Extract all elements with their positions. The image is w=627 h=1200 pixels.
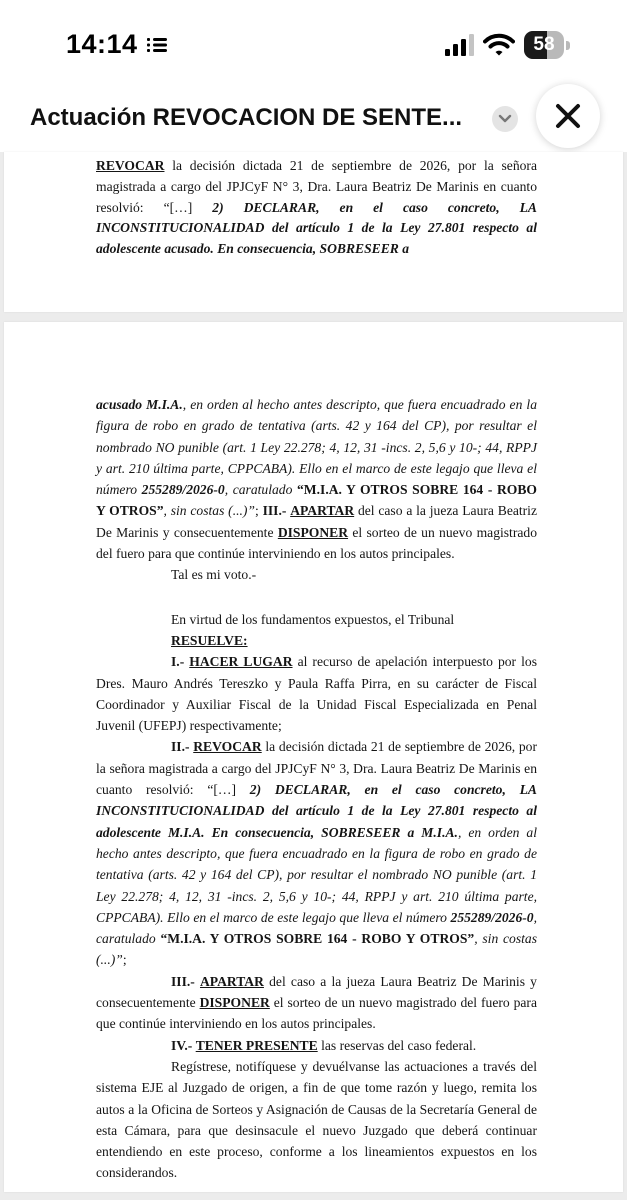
revocar-keyword: REVOCAR	[96, 158, 165, 173]
document-header	[0, 90, 627, 152]
tener-presente-keyword: TENER PRESENTE	[195, 1037, 318, 1053]
caratulado-label: , caratulado	[224, 482, 297, 498]
page-1-text	[96, 156, 537, 260]
apartar-keyword-2: APARTAR	[199, 973, 264, 989]
continuation-separator: ;	[254, 503, 263, 519]
item-2-text: la decisión dictada 21 de septiembre de 2026, por la señora magistrada a cargo del JPJCyF N° 3, Dra. Laura Beatriz De Marinis en cuanto resolvió: “[…]	[96, 739, 538, 798]
item-1-number: I.-	[171, 654, 185, 670]
chevron-down-icon	[498, 114, 512, 124]
disponer-keyword-2: DISPONER	[199, 995, 270, 1011]
document-page-2	[4, 322, 623, 1192]
apartar-text: del caso a la jueza Laura Beatriz De Marinis y consecuentemente	[96, 503, 537, 540]
continuation-bold: acusado M.I.A.	[96, 397, 183, 412]
battery-indicator	[524, 31, 570, 59]
page-2-text	[96, 394, 537, 1184]
apartar-keyword: APARTAR	[290, 503, 355, 519]
caratula-title-2: “M.I.A. Y OTROS SOBRE 164 - ROBO Y OTROS”	[160, 931, 475, 947]
close-icon	[554, 102, 582, 130]
title-dropdown-button[interactable]	[492, 106, 518, 132]
wifi-icon	[483, 33, 515, 57]
item-2-end: ;	[122, 952, 127, 968]
sin-costas: , sin costas (...)”	[163, 503, 255, 519]
document-page-1	[4, 152, 623, 312]
item-2-italic: , en orden al hecho antes descripto, que fuera encuadrado en la figura de robo en grado de tentativa (arts. 42 y 164 del CP), por resultar el nombrado NO punible (art. 1 Ley 22.278; 4, 12, 31 -incs. 2, 5,6 y 10-; 44, RPPJ y art. 210 última parte, CPPCABA). Ello en el marco de este legajo que lleva el número	[96, 824, 537, 925]
resolution-item-1	[96, 651, 537, 736]
battery-percent: 58	[533, 34, 555, 55]
resolution-item-3	[96, 971, 537, 1035]
item-2-number: II.-	[171, 739, 190, 755]
document-title: Actuación REVOCACION DE SENTE...	[30, 104, 463, 131]
legajo-number-2: 255289/2026-0	[450, 909, 534, 925]
resuelve-heading: RESUELVE:	[171, 632, 248, 648]
resolution-item-2	[96, 736, 537, 970]
hacer-lugar-keyword: HACER LUGAR	[189, 654, 293, 670]
revocar-text: la decisión dictada 21 de septiembre de 2026, por la señora magistrada a cargo del JPJCyF N° 3, Dra. Laura Beatriz De Marinis en cuanto resolvió: “[…]	[96, 158, 537, 215]
cellular-signal-icon	[445, 34, 475, 56]
item-iii-number: III.-	[262, 503, 287, 519]
status-bar	[0, 0, 627, 90]
item-4-number: IV.-	[171, 1037, 193, 1053]
virtud-line: En virtud de los fundamentos expuestos, el Tribunal	[171, 611, 455, 627]
continuation-paragraph	[96, 394, 537, 564]
item-1-text: al recurso de apelación interpuesto por los Dres. Mauro Andrés Tereszko y Paula Raffa Pirra, en su carácter de Fiscal Coordinador y Auxiliar Fiscal de la Unidad Fiscal Especializada en Penal Juvenil (UFEPJ) respectivamente;	[96, 654, 537, 734]
caratula-title: “M.I.A. Y OTROS SOBRE 164 - ROBO Y OTROS”	[96, 482, 537, 519]
declarar-text: 2) DECLARAR, en el caso concreto, LA INCONSTITUCIONALIDAD del artículo 1 de la Ley 27.801 respecto al adolescente acusado. En consecuencia, SOBRESEER a	[96, 199, 537, 257]
focus-grid-icon	[147, 38, 167, 52]
continuation-italic: , en orden al hecho antes descripto, que fuera encuadrado en la figura de robo en grado de tentativa (arts. 42 y 164 del CP), por resultar el nombrado NO punible (art. 1 Ley 22.278; 4, 12, 31 -incs. 2, 5,6 y 10-; 44, RPPJ y art. 210 última parte, CPPCABA). Ello en el marco de este legajo que lleva el número	[96, 397, 537, 498]
battery-tip	[566, 41, 570, 50]
voto-line: Tal es mi voto.-	[171, 567, 257, 583]
final-paragraph: Regístrese, notifíquese y devuélvanse las actuaciones a través del sistema EJE al Juzgado de origen, a fin de que tome razón y luego, remita los autos a la Oficina de Sorteos y Asignación de Causas de la Secretaría General de esta Cámara, para que desinsacule el nuevo Juzgado que deberá continuar entendiendo en este proceso, conforme a los lineamientos expuestos en los considerandos.	[96, 1058, 537, 1181]
item-3-text: del caso a la jueza Laura Beatriz De Marinis y consecuentemente	[96, 973, 537, 1011]
item-4-text: las reservas del caso federal.	[317, 1037, 477, 1053]
legajo-number: 255289/2026-0	[141, 482, 225, 498]
close-button[interactable]	[536, 84, 600, 148]
item-3-text-end: el sorteo de un nuevo magistrado del fuero para que continúe interviniendo en los autos principales.	[96, 995, 537, 1032]
disponer-text: el sorteo de un nuevo magistrado del fuero para que continúe interviniendo en los autos principales.	[96, 524, 537, 562]
caratulado-label-2: , caratulado	[96, 909, 537, 947]
revocar-keyword-2: REVOCAR	[193, 739, 262, 755]
disponer-keyword: DISPONER	[277, 524, 349, 540]
resolution-item-4	[96, 1035, 537, 1056]
sin-costas-2: , sin costas (...)”	[96, 931, 537, 968]
status-time: 14:14	[66, 29, 138, 59]
item-3-number: III.-	[171, 973, 195, 989]
item-2-declarar: 2) DECLARAR, en el caso concreto, LA INCONSTITUCIONALIDAD del artículo 1 de la Ley 27.801 respecto al adolescente M.I.A. En consecuencia, SOBRESEER a M.I.A.	[96, 782, 537, 840]
